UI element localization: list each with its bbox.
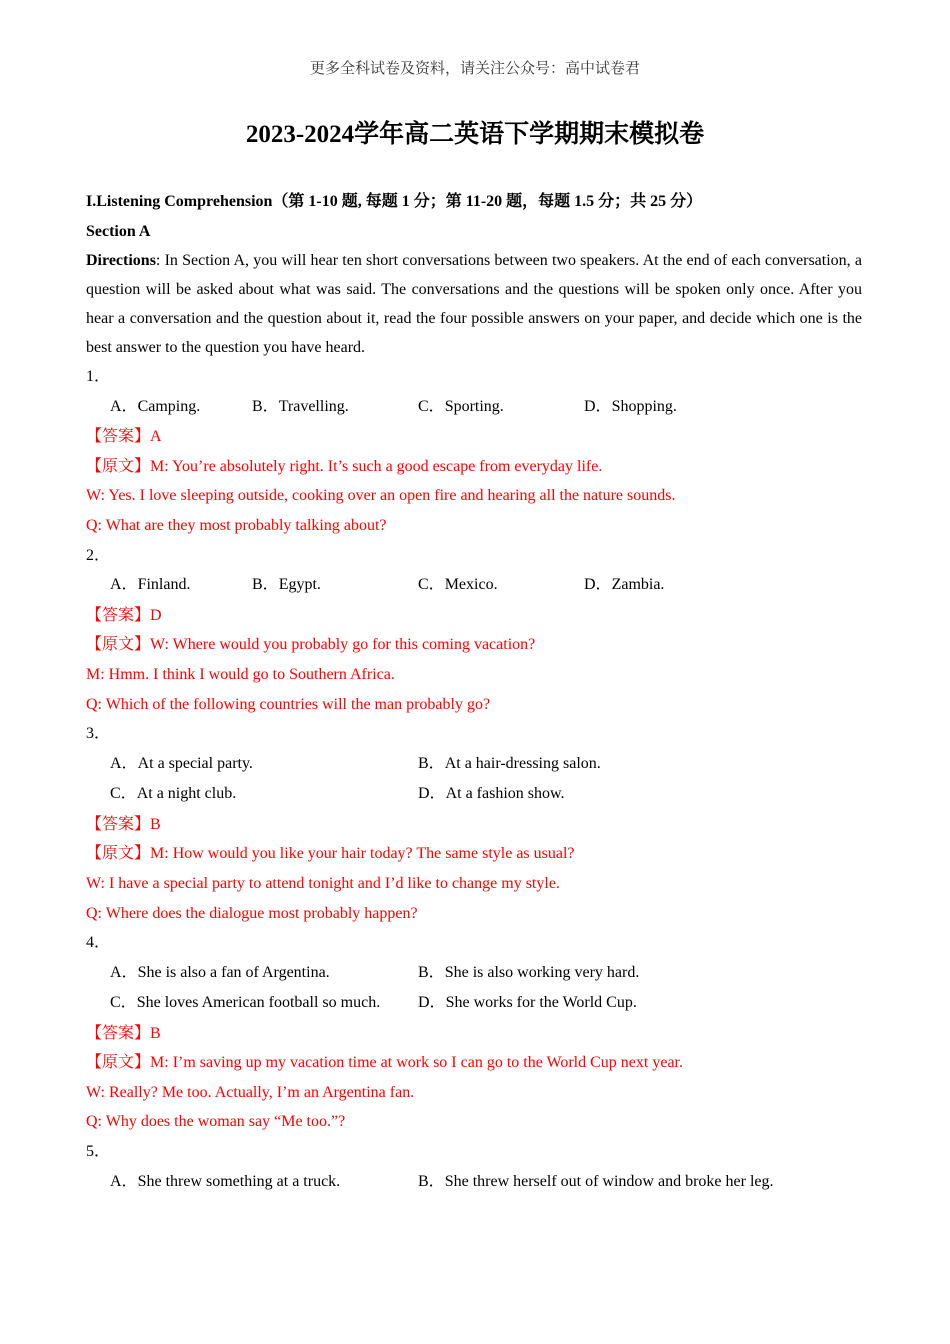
option-label: C． bbox=[418, 397, 445, 415]
option-label: B． bbox=[418, 963, 445, 981]
answer-value: D bbox=[150, 606, 162, 624]
answer-value: A bbox=[150, 428, 162, 446]
option-label: B． bbox=[252, 576, 279, 594]
transcript-line bbox=[86, 869, 862, 899]
question-number: 4． bbox=[86, 934, 111, 952]
option-label: D． bbox=[418, 994, 446, 1012]
transcript-line bbox=[86, 452, 862, 482]
option-text: At a night club. bbox=[136, 785, 237, 803]
option-b[interactable] bbox=[418, 749, 601, 780]
option-label: A． bbox=[110, 397, 138, 415]
transcript-text: M: How would you like your hair today? The same style as usual? bbox=[150, 845, 575, 863]
option-b[interactable] bbox=[252, 392, 349, 423]
transcript-line bbox=[86, 690, 862, 720]
transcript-text: W: I have a special party to attend tonight and I’d like to change my style. bbox=[86, 874, 560, 892]
section-heading-label: I.Listening Comprehension bbox=[86, 193, 273, 210]
answer-tag: 【答案】 bbox=[86, 1024, 151, 1042]
document-body bbox=[86, 187, 862, 1197]
answer-value: B bbox=[150, 1024, 161, 1042]
answer-line bbox=[86, 810, 862, 840]
options-row bbox=[86, 988, 862, 1019]
option-label: D． bbox=[584, 397, 612, 415]
transcript-line bbox=[86, 839, 862, 869]
option-text: At a fashion show. bbox=[445, 785, 565, 803]
question bbox=[86, 541, 862, 719]
option-text: Zambia. bbox=[611, 576, 665, 594]
option-a[interactable] bbox=[110, 570, 190, 601]
options-row bbox=[86, 779, 862, 810]
option-a[interactable] bbox=[110, 392, 200, 423]
option-c[interactable] bbox=[110, 779, 236, 810]
option-d[interactable] bbox=[418, 779, 565, 810]
directions bbox=[86, 246, 862, 362]
option-label: D． bbox=[584, 576, 612, 594]
options-row bbox=[86, 958, 862, 989]
answer-tag: 【答案】 bbox=[86, 606, 151, 624]
answer-tag: 【答案】 bbox=[86, 428, 151, 446]
transcript-tag: 【原文】 bbox=[86, 845, 151, 863]
section-heading-note: （第 1-10 题, 每题 1 分；第 11-20 题，每题 1.5 分；共 25 分） bbox=[272, 193, 703, 210]
option-c[interactable] bbox=[110, 988, 380, 1019]
transcript-tag: 【原文】 bbox=[86, 457, 151, 475]
option-label: B． bbox=[418, 754, 445, 772]
option-label: B． bbox=[418, 1172, 445, 1190]
transcript-line bbox=[86, 660, 862, 690]
transcript-text: W: Where would you probably go for this coming vacation? bbox=[150, 636, 536, 654]
option-text: Travelling. bbox=[278, 397, 349, 415]
option-label: D． bbox=[418, 785, 446, 803]
option-label: A． bbox=[110, 963, 138, 981]
question-number: 3． bbox=[86, 725, 111, 743]
option-a[interactable] bbox=[110, 958, 330, 989]
question-list bbox=[86, 362, 862, 1197]
option-text: She is also working very hard. bbox=[444, 963, 640, 981]
page-title: 2023-2024学年高二英语下学期期末模拟卷 bbox=[245, 121, 705, 148]
transcript-text: W: Yes. I love sleeping outside, cooking over an open fire and hearing all the nature sounds. bbox=[86, 487, 676, 505]
option-text: She threw herself out of window and broke her leg. bbox=[444, 1172, 774, 1190]
question bbox=[86, 719, 862, 928]
question bbox=[86, 362, 862, 540]
option-text: Egypt. bbox=[278, 576, 321, 594]
option-text: Shopping. bbox=[611, 397, 677, 415]
transcript-tag: 【原文】 bbox=[86, 1054, 151, 1072]
transcript-text: W: Really? Me too. Actually, I’m an Argentina fan. bbox=[86, 1083, 415, 1101]
answer-line bbox=[86, 601, 862, 631]
question bbox=[86, 928, 862, 1137]
question bbox=[86, 1137, 862, 1197]
option-text: Sporting. bbox=[444, 397, 504, 415]
transcript-line bbox=[86, 630, 862, 660]
option-text: She loves American football so much. bbox=[136, 994, 381, 1012]
transcript-text: M: Hmm. I think I would go to Southern Africa. bbox=[86, 665, 395, 683]
section-heading bbox=[86, 187, 862, 217]
section-a-heading: Section A bbox=[86, 222, 151, 240]
transcript-text: Q: Why does the woman say “Me too.”? bbox=[86, 1113, 346, 1131]
option-c[interactable] bbox=[418, 570, 498, 601]
option-a[interactable] bbox=[110, 749, 253, 780]
answer-tag: 【答案】 bbox=[86, 815, 151, 833]
options-row bbox=[86, 392, 862, 423]
transcript-text: Q: What are they most probably talking about? bbox=[86, 517, 387, 535]
transcript-tag: 【原文】 bbox=[86, 636, 151, 654]
option-c[interactable] bbox=[418, 392, 504, 423]
question-number: 5． bbox=[86, 1143, 111, 1161]
option-b[interactable] bbox=[252, 570, 321, 601]
option-b[interactable] bbox=[418, 958, 639, 989]
directions-text: : In Section A, you will hear ten short conversations between two speakers. At the end of each conversation, a question will be asked about what was said. The conversations and the questions will be spoken only once. After you hear a conversation and the question about it, read the four possible answers on your paper, and decide which one is the best answer to the question you have heard. bbox=[86, 252, 862, 357]
answer-line bbox=[86, 1019, 862, 1049]
option-text: She works for the World Cup. bbox=[445, 994, 637, 1012]
question-number: 2． bbox=[86, 546, 111, 564]
option-text: At a special party. bbox=[137, 754, 253, 772]
answer-value: B bbox=[150, 815, 161, 833]
options-row bbox=[86, 570, 862, 601]
option-label: C． bbox=[110, 785, 137, 803]
transcript-text: Q: Where does the dialogue most probably happen? bbox=[86, 904, 418, 922]
option-a[interactable] bbox=[110, 1167, 340, 1198]
option-label: A． bbox=[110, 1172, 138, 1190]
transcript-text: M: I’m saving up my vacation time at work so I can go to the World Cup next year. bbox=[150, 1054, 683, 1072]
option-text: Camping. bbox=[137, 397, 201, 415]
option-label: C． bbox=[110, 994, 137, 1012]
transcript-line bbox=[86, 1048, 862, 1078]
transcript-text: M: You’re absolutely right. It’s such a good escape from everyday life. bbox=[150, 457, 603, 475]
option-text: Mexico. bbox=[444, 576, 498, 594]
option-text: At a hair-dressing salon. bbox=[444, 754, 601, 772]
options-row bbox=[86, 749, 862, 780]
answer-line bbox=[86, 422, 862, 452]
directions-label: Directions bbox=[86, 252, 156, 270]
transcript-text: Q: Which of the following countries will the man probably go? bbox=[86, 695, 491, 713]
option-label: A． bbox=[110, 754, 138, 772]
option-label: B． bbox=[252, 397, 279, 415]
question-number: 1． bbox=[86, 368, 111, 386]
option-label: C． bbox=[418, 576, 445, 594]
transcript-line bbox=[86, 1107, 862, 1137]
transcript-line bbox=[86, 1078, 862, 1108]
transcript-line bbox=[86, 899, 862, 929]
option-d[interactable] bbox=[418, 988, 637, 1019]
option-b[interactable] bbox=[418, 1167, 773, 1198]
options-row bbox=[86, 1167, 862, 1198]
option-label: A． bbox=[110, 576, 138, 594]
option-d[interactable] bbox=[584, 570, 664, 601]
transcript-line bbox=[86, 481, 862, 511]
option-d[interactable] bbox=[584, 392, 677, 423]
option-text: Finland. bbox=[137, 576, 191, 594]
option-text: She threw something at a truck. bbox=[137, 1172, 341, 1190]
option-text: She is also a fan of Argentina. bbox=[137, 963, 330, 981]
transcript-line bbox=[86, 511, 862, 541]
header-note: 更多全科试卷及资料，请关注公众号：高中试卷君 bbox=[309, 61, 640, 77]
